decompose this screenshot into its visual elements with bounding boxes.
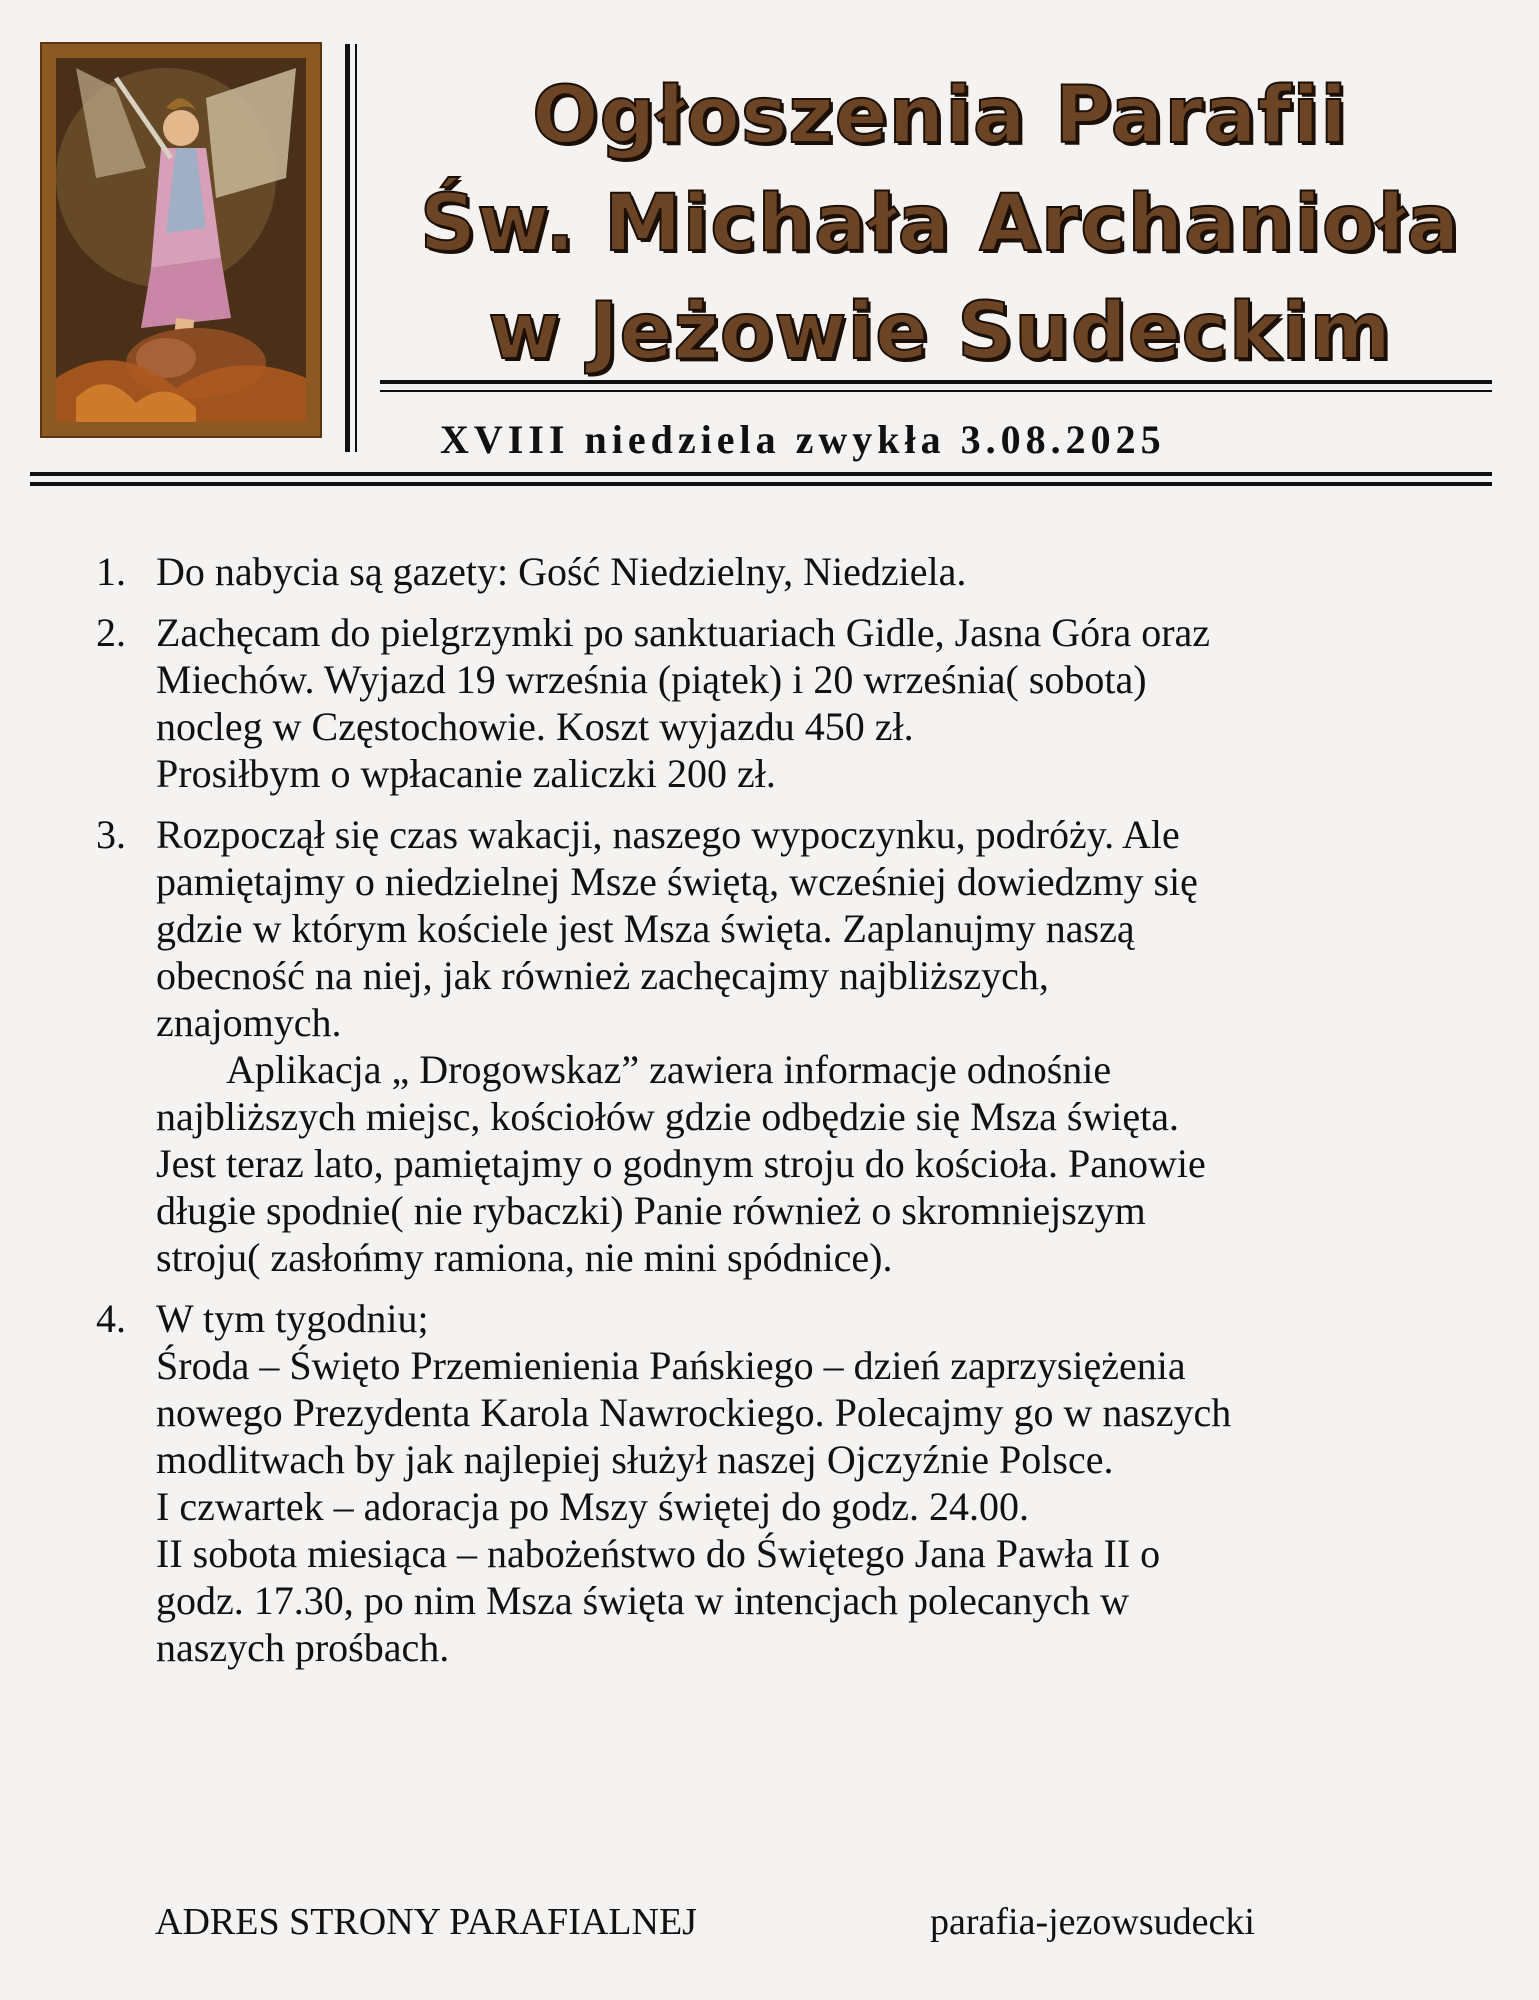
- st-michael-archangel-icon: [42, 44, 320, 436]
- item-line: godz. 17.30, po nim Msza święta w intencjach polecanych w: [156, 1578, 1130, 1623]
- item-line: Aplikacja „ Drogowskaz” zawiera informacje odnośnie: [226, 1047, 1112, 1092]
- liturgical-date: XVIII niedziela zwykła 3.08.2025: [440, 417, 1166, 462]
- item-line: Rozpoczął się czas wakacji, naszego wypoczynku, podróży. Ale: [156, 812, 1180, 857]
- item-line: modlitwach by jak najlepiej służył naszej Ojczyźnie Polsce.: [156, 1437, 1114, 1482]
- item-line: Zachęcam do pielgrzymki po sanktuariach Gidle, Jasna Góra oraz: [156, 610, 1211, 655]
- item-line: obecność na niej, jak również zachęcajmy najbliższych,: [156, 953, 1049, 998]
- item-line: Prosiłbym o wpłacanie zaliczki 200 zł.: [156, 751, 776, 796]
- website-address: parafia-jezowsudecki: [930, 1901, 1255, 1943]
- title-rule-thin: [380, 390, 1492, 392]
- website-label: ADRES STRONY PARAFIALNEJ: [155, 1901, 697, 1943]
- item-number: 1.: [96, 549, 126, 594]
- item-line: II sobota miesiąca – nabożeństwo do Świętego Jana Pawła II o: [156, 1531, 1161, 1576]
- announcement-item: [0, 548, 1446, 595]
- announcement-list: [0, 548, 1539, 1685]
- item-line: gdzie w którym kościele jest Msza święta. Zaplanujmy naszą: [156, 906, 1135, 951]
- title-line: Ogłoszenia Parafii: [532, 71, 1348, 161]
- announcement-item: [0, 1295, 1446, 1671]
- item-number: 3.: [96, 812, 126, 857]
- announcement-item: [0, 609, 1446, 797]
- item-line: Jest teraz lato, pamiętajmy o godnym stroju do kościoła. Panowie: [156, 1141, 1206, 1186]
- item-number: 4.: [96, 1296, 126, 1341]
- item-line: I czwartek – adoracja po Mszy świętej do godz. 24.00.: [156, 1484, 1030, 1529]
- item-line: nowego Prezydenta Karola Nawrockiego. Polecajmy go w naszych: [156, 1390, 1232, 1435]
- item-line: Do nabycia są gazety: Gość Niedzielny, Niedziela.: [156, 549, 967, 594]
- item-line: najbliższych miejsc, kościołów gdzie odbędzie się Msza święta.: [156, 1094, 1180, 1139]
- vertical-divider: [345, 44, 350, 452]
- header-rule: [30, 472, 1492, 476]
- title-line: w Jeżowie Sudeckim: [488, 287, 1392, 377]
- item-line: stroju( zasłońmy ramiona, nie mini spódnice).: [156, 1235, 893, 1280]
- item-line: naszych prośbach.: [156, 1625, 450, 1670]
- title-line: Św. Michała Archanioła: [419, 179, 1461, 269]
- announcement-item: [0, 811, 1446, 1281]
- header-rule-second: [30, 482, 1492, 486]
- item-number: 2.: [96, 610, 126, 655]
- page-title: [380, 62, 1500, 386]
- item-line: Środa – Święto Przemienienia Pańskiego – dzień zaprzysiężenia: [156, 1343, 1186, 1388]
- item-line: nocleg w Częstochowie. Koszt wyjazdu 450 zł.: [156, 704, 914, 749]
- item-line: W tym tygodniu;: [156, 1296, 429, 1341]
- item-line: znajomych.: [156, 1000, 342, 1045]
- item-line: Miechów. Wyjazd 19 września (piątek) i 20 września( sobota): [156, 657, 1147, 702]
- vertical-divider-thin: [355, 44, 357, 452]
- item-line: długie spodnie( nie rybaczki) Panie również o skromniejszym: [156, 1188, 1146, 1233]
- item-line: pamiętajmy o niedzielnej Msze świętą, wcześniej dowiedzmy się: [156, 859, 1198, 904]
- title-rule: [380, 380, 1492, 384]
